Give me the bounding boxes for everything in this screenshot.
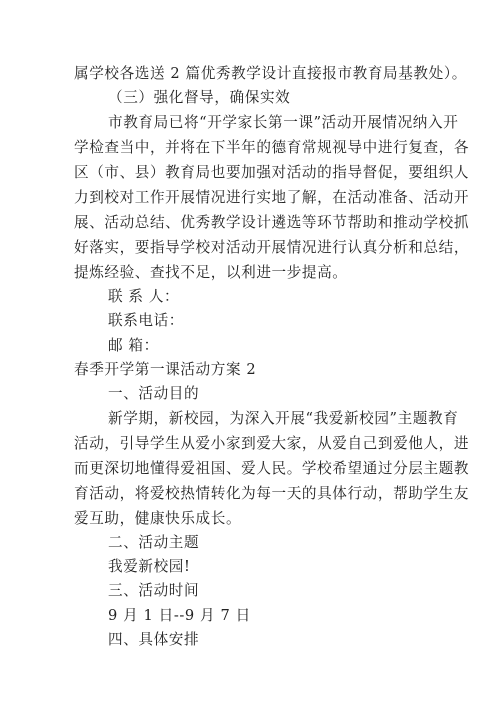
section-heading: 一、活动目的 xyxy=(108,385,200,402)
document-title: 春季开学第一课活动方案 2 xyxy=(74,361,257,378)
section-heading: 二、活动主题 xyxy=(108,534,200,551)
section-heading: （三）强化督导，确保实效 xyxy=(108,89,291,106)
paragraph-line: 学检查当中，并将在下半年的德育常规视导中进行复查，各 xyxy=(74,139,470,156)
paragraph-line: 力到校对工作开展情况进行实地了解，在活动准备、活动开 xyxy=(74,189,470,206)
paragraph-line: 区（市、县）教育局也要加强对活动的指导督促，要组织人 xyxy=(74,164,470,181)
contact-person-label: 联 系 人： xyxy=(108,288,180,305)
email-label: 邮 箱： xyxy=(108,337,159,354)
paragraph-line: 我爱新校园! xyxy=(108,558,191,575)
paragraph-line: 提炼经验、查找不足，以利进一步提高。 xyxy=(74,264,348,281)
paragraph-line: 好落实，要指导学校对活动开展情况进行认真分析和总结， xyxy=(74,239,470,256)
contact-phone-label: 联系电话： xyxy=(108,312,184,329)
section-heading: 四、具体安排 xyxy=(108,631,200,648)
section-heading: 三、活动时间 xyxy=(108,582,200,599)
paragraph-line: 育活动，将爱校热情转化为每一天的具体行动，帮助学生友 xyxy=(74,485,470,502)
paragraph-line: 新学期，新校园，为深入开展“我爱新校园”主题教育 xyxy=(108,410,459,427)
paragraph-line: 展、活动总结、优秀教学设计遴选等环节帮助和推动学校抓 xyxy=(74,214,470,231)
paragraph-line: 活动，引导学生从爱小家到爱大家，从爱自己到爱他人，进 xyxy=(74,435,470,452)
date-range: 9 月 1 日--9 月 7 日 xyxy=(108,607,251,624)
paragraph-line: 爱互助，健康快乐成长。 xyxy=(74,510,242,527)
paragraph-line: 而更深切地懂得爱祖国、爱人民。学校希望通过分层主题教 xyxy=(74,460,470,477)
paragraph-line: 属学校各选送 2 篇优秀教学设计直接报市教育局基教处）。 xyxy=(74,65,467,82)
paragraph-line: 市教育局已将“开学家长第一课”活动开展情况纳入开 xyxy=(108,114,459,131)
